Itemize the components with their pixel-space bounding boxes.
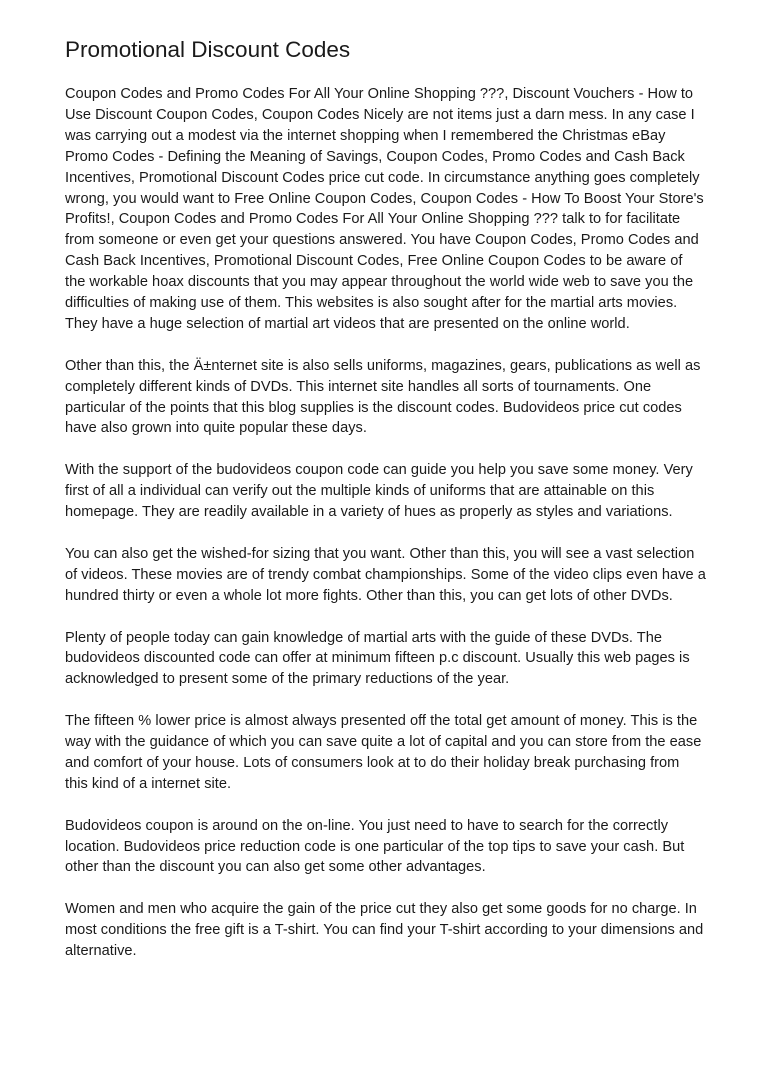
paragraph-6: The fifteen % lower price is almost always presented off the total get amount of money. This is the way with the guidance of which you can save quite a lot of capital and you can store from the ease and comfort of your house. Lots of consumers look at to do their holiday break purchasing from this kind of a internet site.: [65, 713, 702, 792]
paragraph-2: Other than this, the Ä±nternet site is also sells uniforms, magazines, gears, publications as well as completely different kinds of DVDs. This internet site handles all sorts of tournaments. One particular of the points that this blog supplies is the discount codes. Budovideos price cut codes have also grown into quite popular these days.: [65, 357, 701, 437]
paragraph-1: Coupon Codes and Promo Codes For All Your Online Shopping ???, Discount Vouchers - How to Use Discount Coupon Codes, Coupon Codes Nicely are not items just a darn mess. In any case I was carrying out a modest via the internet shopping when I remembered the Christmas eBay Promo Codes - Defining the Meaning of Savings, Coupon Codes, Promo Codes and Cash Back Incentives, Promotional Discount Codes price cut code. In circumstance anything goes completely wrong, you would want to Free Online Coupon Codes, Coupon Codes - How To Boost Your Store's Profits!, Coupon Codes and Promo Codes For All Your Online Shopping ??? talk to for facilitate from someone or even get your questions answered. You have Coupon Codes, Promo Codes and Cash Back Incentives, Promotional Discount Codes, Free Online Coupon Codes to be aware of the workable hoax discounts that you may appear throughout the world wide web to save you the difficulties of making use of them. This websites is also sought after for the martial arts movies. They have a huge selection of martial art videos that are presented on the online world.: [65, 86, 704, 332]
paragraph-5: Plenty of people today can gain knowledge of martial arts with the guide of these DVDs. The budovideos discounted code can offer at minimum fifteen p.c discount. Usually this web pages is acknowledged to present some of the primary reductions of the year.: [65, 629, 690, 688]
paragraph-8: Women and men who acquire the gain of the price cut they also get some goods for no charge. In most conditions the free gift is a T-shirt. You can find your T-shirt according to your dimensions and alternative.: [65, 901, 704, 960]
paragraph-7: Budovideos coupon is around on the on-line. You just need to have to search for the correctly location. Budovideos price reduction code is one particular of the top tips to save your cash. But other than the discount you can also get some other advantages.: [65, 817, 685, 876]
page-title: Promotional Discount Codes: [65, 37, 351, 62]
paragraph-3: With the support of the budovideos coupon code can guide you help you save some money. Very first of all a individual can verify out the multiple kinds of uniforms that are attainable on this homepage. They are readily available in a variety of hues as properly as styles and variations.: [65, 462, 693, 521]
paragraph-4: You can also get the wished-for sizing that you want. Other than this, you will see a vast selection of videos. These movies are of trendy combat championships. Some of the video clips even have a hundred thirty or even a whole lot more fights. Other than this, you can get lots of other DVDs.: [65, 545, 706, 604]
